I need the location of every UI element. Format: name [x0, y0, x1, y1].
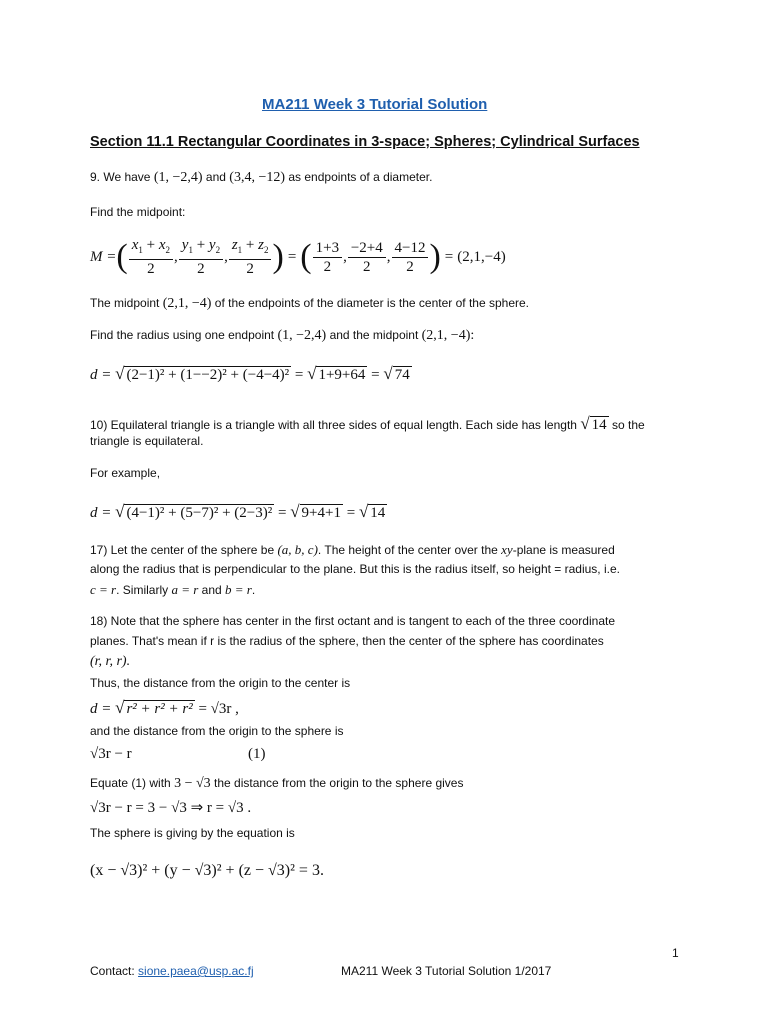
- q18-line4: Thus, the distance from the origin to the center is: [90, 676, 351, 690]
- midpoint-label: M =: [90, 248, 117, 265]
- q18-line5: and the distance from the origin to the sphere is: [90, 724, 344, 738]
- q9-statement: 9. We have (1, −2,4) and (3,4, −12) as endpoints of a diameter.: [90, 170, 433, 185]
- q18-center-distance: d = √ r² + r² + r² = √3r ,: [90, 698, 239, 717]
- q18-line6: Equate (1) with 3 − √3 the distance from the origin to the sphere gives: [90, 776, 464, 791]
- q10-statement-line2: triangle is equilateral.: [90, 434, 204, 448]
- q18-equation-tag: (1): [248, 746, 266, 762]
- q18-line2: planes. That's mean if r is the radius of the sphere, then the center of the sphere has coordinates: [90, 634, 604, 648]
- q18-line7: The sphere is giving by the equation is: [90, 826, 295, 840]
- document-title: MA211 Week 3 Tutorial Solution: [262, 96, 488, 113]
- q17-line3: c = r. Similarly a = r and b = r.: [90, 582, 256, 597]
- footer-contact: Contact: sione.paea@usp.ac.fj: [90, 964, 254, 978]
- q10-example: For example,: [90, 466, 161, 480]
- q17-line1: 17) Let the center of the sphere be (a, b, c). The height of the center over the xy-plane is measured: [90, 542, 615, 557]
- footer-right: MA211 Week 3 Tutorial Solution 1/2017: [341, 964, 552, 978]
- q9-find-midpoint: Find the midpoint:: [90, 205, 186, 219]
- q10-statement-line1: 10) Equilateral triangle is a triangle with all three sides of equal length. Each side has length √ 14 so the: [90, 414, 645, 433]
- q9-distance-formula: d = √ (2−1)² + (1−−2)² + (−4−4)² = √ 1+9+64 = √ 74: [90, 364, 410, 383]
- q17-line2: along the radius that is perpendicular to the plane. But this is the radius itself, so height = radius, i.e.: [90, 562, 620, 576]
- q18-expression1: √3r − r: [90, 746, 132, 762]
- sphere-equation: (x − √3)² + (y − √3)² + (z − √3)² = 3.: [90, 862, 324, 879]
- section-heading: Section 11.1 Rectangular Coordinates in 3-space; Spheres; Cylindrical Surfaces: [90, 134, 640, 150]
- email-link[interactable]: sione.paea@usp.ac.fj: [138, 964, 254, 978]
- q9-radius-text: Find the radius using one endpoint (1, −2,4) and the midpoint (2,1, −4):: [90, 328, 475, 343]
- q18-coordinates: (r, r, r).: [90, 654, 131, 669]
- midpoint-formula: M = ( $\frac{x_1 + x_2}{2}$ , $\frac{y_1 + y_2}{2}$ , $\frac{z_1 + z_2}{2}$ ) = ( $\frac{1+3}{2}$ , $\frac{-2+4}{2}$ , $\frac{4-12}{2}$ ) = (2,1,−4): [90, 237, 506, 277]
- q18-line1: 18) Note that the sphere has center in the first octant and is tangent to each of the three coordinate: [90, 614, 615, 628]
- page-number: 1: [672, 946, 679, 960]
- midpoint-result: (2,1,−4): [457, 248, 506, 265]
- q9-midpoint-text: The midpoint (2,1, −4) of the endpoints of the diameter is the center of the sphere.: [90, 296, 529, 311]
- q18-solution: √3r − r = 3 − √3 ⇒ r = √3 .: [90, 800, 252, 816]
- q10-distance-formula: d = √ (4−1)² + (5−7)² + (2−3)² = √ 9+4+1 = √ 14: [90, 502, 386, 521]
